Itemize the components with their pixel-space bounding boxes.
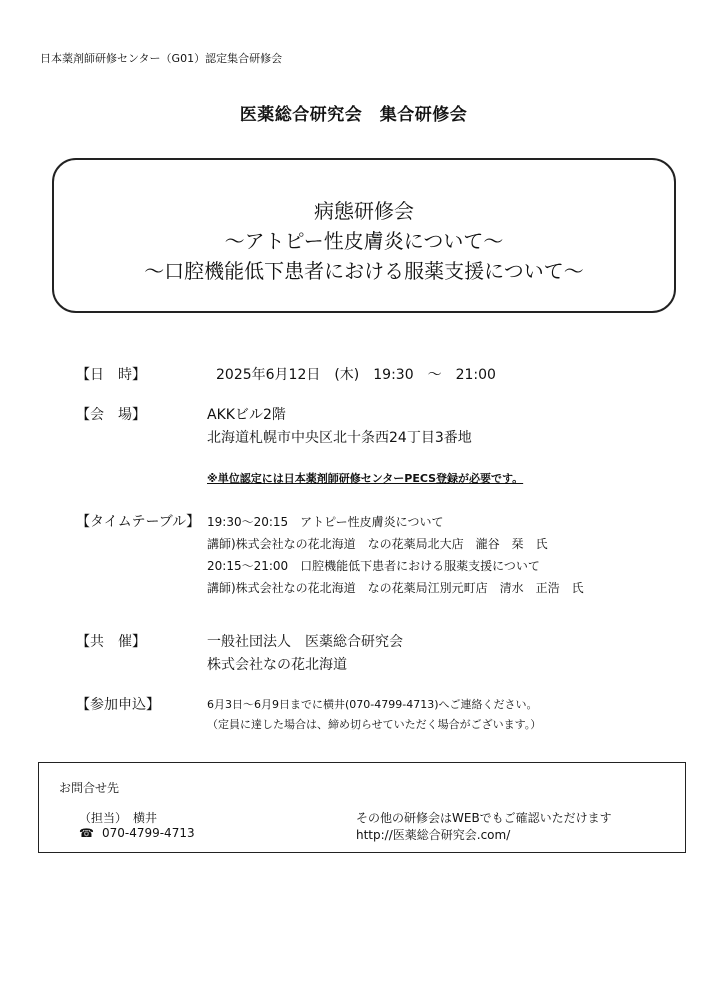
contact-heading: お問合せ先 bbox=[59, 781, 120, 795]
web-note: その他の研修会はWEBでもご確認いただけます bbox=[356, 811, 612, 825]
header-note: 日本薬剤師研修センター（G01）認定集合研修会 bbox=[40, 52, 283, 65]
cohost-line-2: 株式会社なの花北海道 bbox=[207, 657, 347, 673]
apply-line-2: （定員に達した場合は、締め切らせていただく場合がございます。） bbox=[207, 718, 542, 731]
event-title-line-2: ～アトピー性皮膚炎について～ bbox=[224, 229, 504, 253]
venue-name: AKKビル2階 bbox=[207, 407, 286, 423]
venue-address: 北海道札幌市中央区北十条西24丁目3番地 bbox=[207, 430, 472, 446]
apply-label: 【参加申込】 bbox=[76, 697, 160, 713]
date-label: 【日 時】 bbox=[76, 367, 146, 383]
contact-phone-number: 070-4799-4713 bbox=[101, 826, 195, 840]
timetable-line-2: 講師)株式会社なの花北海道 なの花薬局北大店 瀧谷 栞 氏 bbox=[207, 537, 548, 551]
contact-phone bbox=[79, 826, 195, 840]
contact-person: （担当） 横井 bbox=[79, 811, 158, 825]
date-value: 2025年6月12日 (木) 19:30 ～ 21:00 bbox=[216, 367, 496, 383]
event-title-box bbox=[52, 158, 676, 313]
telephone-icon: ☎ bbox=[79, 826, 94, 840]
venue-label: 【会 場】 bbox=[76, 407, 146, 423]
timetable-line-3: 20:15～21:00 口腔機能低下患者における服薬支援について bbox=[207, 559, 540, 573]
cohost-line-1: 一般社団法人 医薬総合研究会 bbox=[207, 634, 403, 650]
website-url[interactable]: http://医薬総合研究会.com/ bbox=[356, 828, 511, 842]
event-title-line-3: ～口腔機能低下患者における服薬支援について～ bbox=[144, 259, 584, 283]
cohost-label: 【共 催】 bbox=[76, 634, 146, 650]
apply-line-1: 6月3日～6月9日までに横井(070-4799-4713)へご連絡ください。 bbox=[207, 698, 538, 711]
timetable-line-1: 19:30～20:15 アトピー性皮膚炎について bbox=[207, 515, 444, 529]
timetable-line-4: 講師)株式会社なの花北海道 なの花薬局江別元町店 清水 正浩 氏 bbox=[207, 581, 584, 595]
organization-title: 医薬総合研究会 集合研修会 bbox=[239, 105, 468, 125]
timetable-label: 【タイムテーブル】 bbox=[76, 514, 201, 530]
contact-box bbox=[38, 762, 686, 853]
pecs-notice: ※単位認定には日本薬剤師研修センターPECS登録が必要です。 bbox=[207, 472, 524, 485]
event-title-line-1: 病態研修会 bbox=[314, 199, 414, 223]
